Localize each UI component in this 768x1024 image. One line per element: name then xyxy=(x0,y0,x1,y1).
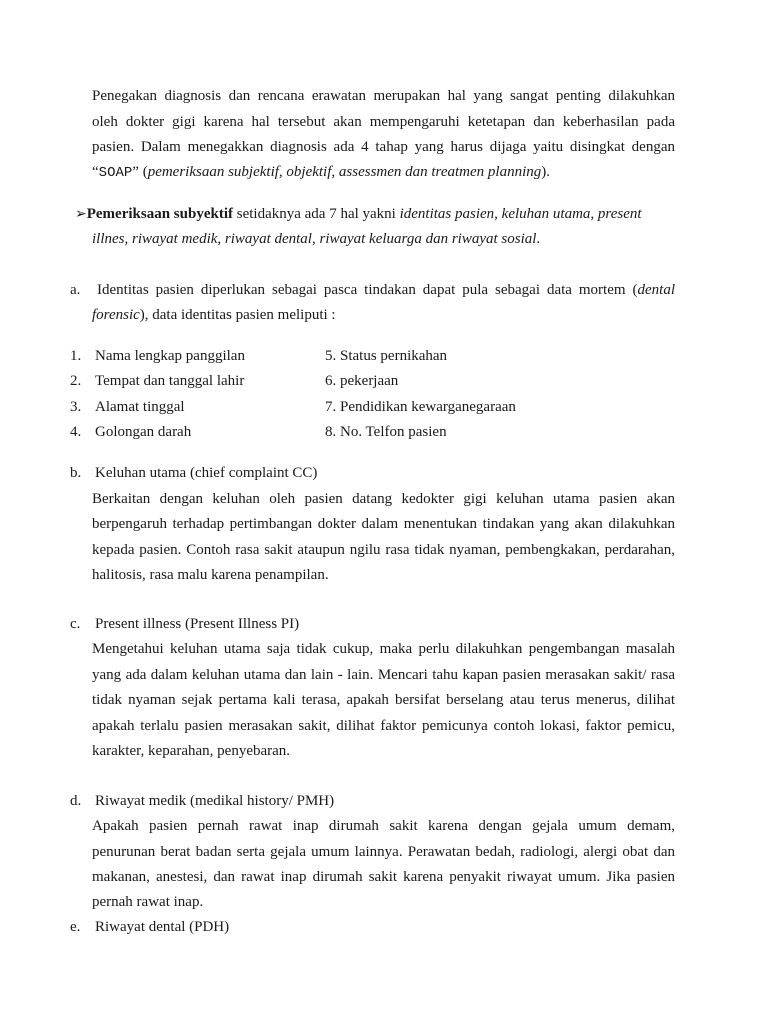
section-c-line-5: karakter, keparahan, penyebaran. xyxy=(92,743,291,759)
section-d-line-2: penurunan berat badan serta gejala umum lainnya. Perawatan bedah, radiologi, alergi obat dan xyxy=(92,844,675,860)
quote-open: “ xyxy=(92,164,99,180)
subjective-items-2: illnes, riwayat medik, riwayat dental, riwayat keluarga dan riwayat sosial xyxy=(92,231,537,247)
section-b-line-2: berpengaruh terhadap pertimbangan dokter dalam menentukan tindakan yang akan dilakuhkan xyxy=(92,516,675,532)
subjective-items-1: identitas pasien, keluhan utama, present xyxy=(399,206,642,222)
section-c-line-1: Mengetahui keluhan utama saja tidak cukup, maka perlu dilakuhkan pengembangan masalah xyxy=(92,641,675,657)
section-c-heading: Present illness (Present Illness PI) xyxy=(95,616,300,632)
subjective-end: . xyxy=(536,231,541,247)
subjective-line-1 xyxy=(75,205,642,223)
section-a-line-2-end: ), data identitas pasien meliputi : xyxy=(139,307,336,323)
section-c-line-2: yang ada dalam keluhan utama dan lain - lain. Mencari tahu kapan pasien merasakan sakit/ rasa xyxy=(92,667,675,683)
intro-line-2: oleh dokter gigi karena hal tersebut akan mempengaruhi ketetapan dan keberhasilan pada xyxy=(92,114,675,130)
arrow-bullet-icon: ➢ xyxy=(75,206,87,222)
list-item-right: 8. No. Telfon pasien xyxy=(325,424,447,440)
list-item-num: 2. xyxy=(70,373,82,389)
section-a-italic-2: forensic xyxy=(92,307,140,323)
section-a-text: Identitas pasien diperlukan sebagai pasca tindakan dapat pula sebagai data mortem ( xyxy=(97,282,638,298)
soap-expansion: pemeriksaan subjektif, objektif, assessmen dan treatmen planning xyxy=(147,164,542,180)
section-c-line-3: tidak nyaman sejak pertama kali terasa, apakah bersifat berselang atau terus menerus, dilihat xyxy=(92,692,675,708)
section-c-line-4: apakah terlalu pasien merasakan sakit, dilihat faktor pemicunya contoh lokasi, faktor pemicu, xyxy=(92,718,675,734)
list-item-num: 1. xyxy=(70,348,82,364)
section-a-italic-1: dental xyxy=(637,282,675,298)
section-d-line-4: pernah rawat inap. xyxy=(92,894,204,910)
section-a-marker: a. xyxy=(70,282,81,298)
subjective-title: Pemeriksaan subyektif xyxy=(86,206,233,222)
section-b-marker: b. xyxy=(70,465,82,481)
list-item-text: Tempat dan tanggal lahir xyxy=(95,373,245,389)
list-item-right: 6. pekerjaan xyxy=(325,373,399,389)
intro-line-4 xyxy=(92,163,550,182)
list-item-text: Alamat tinggal xyxy=(95,399,185,415)
section-e-marker: e. xyxy=(70,919,81,935)
section-a-line-1 xyxy=(97,281,675,299)
section-a-line-2 xyxy=(92,306,336,324)
section-b-line-4: halitosis, rasa malu karena penampilan. xyxy=(92,567,329,583)
list-item-text: Nama lengkap panggilan xyxy=(95,348,245,364)
soap-acronym: SOAP xyxy=(98,165,133,181)
section-b-line-3: kepada pasien. Contoh rasa sakit ataupun ngilu rasa tidak nyaman, pembengkakan, perdarahan, xyxy=(92,542,675,558)
list-item-num: 3. xyxy=(70,399,82,415)
section-d-line-1: Apakah pasien pernah rawat inap dirumah sakit karena dengan gejala umum demam, xyxy=(92,818,675,834)
subjective-text: setidaknya ada 7 hal yakni xyxy=(232,206,400,222)
section-c-marker: c. xyxy=(70,616,81,632)
intro-line-3: pasien. Dalam menegakkan diagnosis ada 4 tahap yang harus dijaga yaitu disingkat dengan xyxy=(92,139,675,155)
list-item-num: 4. xyxy=(70,424,82,440)
subjective-line-2 xyxy=(92,230,540,248)
list-item-right: 5. Status pernikahan xyxy=(325,348,448,364)
list-item-text: Golongan darah xyxy=(95,424,192,440)
section-b-line-1: Berkaitan dengan keluhan oleh pasien datang kedokter gigi keluhan utama pasien akan xyxy=(92,491,675,507)
intro-end: ). xyxy=(541,164,550,180)
section-b-heading: Keluhan utama (chief complaint CC) xyxy=(95,465,318,481)
section-e-heading: Riwayat dental (PDH) xyxy=(95,919,230,935)
section-d-heading: Riwayat medik (medikal history/ PMH) xyxy=(95,793,335,809)
quote-close: ” ( xyxy=(132,164,148,180)
intro-line-1: Penegakan diagnosis dan rencana erawatan merupakan hal yang sangat penting dilakuhkan xyxy=(92,88,675,104)
section-d-marker: d. xyxy=(70,793,82,809)
list-item-right: 7. Pendidikan kewarganegaraan xyxy=(325,399,516,415)
section-d-line-3: makanan, anestesi, dan rawat inap dirumah sakit karena penyakit riwayat umum. Jika pasien xyxy=(92,869,675,885)
